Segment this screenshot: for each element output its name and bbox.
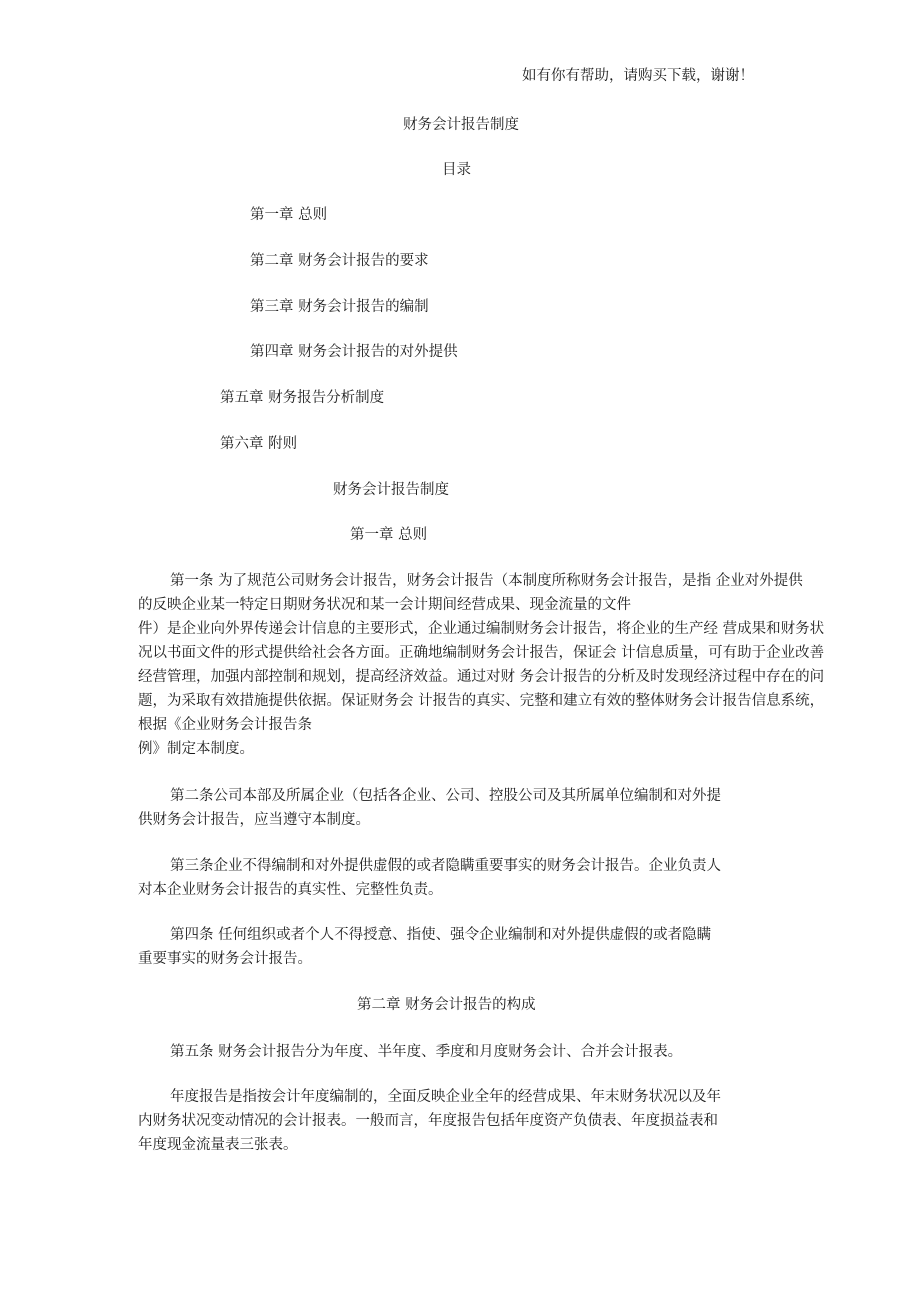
article-3-line: 对本企业财务会计报告的真实性、完整性负责。 [138,882,443,898]
article-1 [138,569,824,761]
annual-report-line: 年度现金流量表三张表。 [138,1137,298,1153]
article-1-line: 题，为采取有效措施提供依据。保证财务会 计报告的真实、完整和建立有效的整体财务会计报告信息系统， [138,693,825,709]
header-note: 如有你有帮助，请购买下载，谢谢！ [522,68,754,84]
article-1-line: 件）是企业向外界传递会计信息的主要形式，企业通过编制财务会计报告，将企业的生产经 营成果和财务状 [138,621,825,637]
article-3 [138,854,721,902]
article-1-line: 的反映企业某一特定日期财务状况和某一会计期间经营成果、现金流量的文件 [138,597,631,613]
toc-item-chapter-3[interactable]: 第三章 财务会计报告的编制 [250,299,429,315]
annual-report-line: 内财务状况变动情况的会计报表。一般而言，年度报告包括年度资产负债表、年度损益表和 [138,1113,718,1129]
annual-report-paragraph [138,1085,721,1157]
article-2-line: 第二条公司本部及所属企业（包括各企业、公司、控股公司及其所属单位编制和对外提 [170,788,721,804]
document-title: 财务会计报告制度 [403,117,519,133]
chapter-1-heading: 第一章 总则 [350,527,428,543]
toc-item-chapter-6[interactable]: 第六章 附则 [220,436,298,452]
toc-item-chapter-1[interactable]: 第一章 总则 [250,207,328,223]
toc-item-chapter-5[interactable]: 第五章 财务报告分析制度 [220,390,385,406]
body-title: 财务会计报告制度 [333,482,449,498]
chapter-2-heading: 第二章 财务会计报告的构成 [357,997,536,1013]
toc-heading: 目录 [442,162,471,178]
toc-item-chapter-2[interactable]: 第二章 财务会计报告的要求 [250,253,429,269]
article-1-line: 根据《企业财务会计报告条 [138,717,312,733]
article-2-line: 供财务会计报告，应当遵守本制度。 [138,812,370,828]
article-1-line: 例》制定本制度。 [138,741,254,757]
article-4 [138,923,711,971]
toc-item-chapter-4[interactable]: 第四章 财务会计报告的对外提供 [250,344,458,360]
article-5 [138,1040,682,1064]
article-2 [138,784,721,832]
article-1-line: 况以书面文件的形式提供给社会各方面。正确地编制财务会计报告，保证会 计信息质量，可有助于企业改善 [138,645,825,661]
article-1-line: 第一条 为了规范公司财务会计报告，财务会计报告（本制度所称财务会计报告，是指 企业对外提供 [170,573,803,589]
article-1-line: 经营管理，加强内部控制和规划，提高经济效益。通过对财 务会计报告的分析及时发现经济过程中存在的问 [138,669,825,685]
article-5-line: 第五条 财务会计报告分为年度、半年度、季度和月度财务会计、合并会计报表。 [170,1044,683,1060]
article-4-line: 重要事实的财务会计报告。 [138,951,312,967]
article-3-line: 第三条企业不得编制和对外提供虚假的或者隐瞒重要事实的财务会计报告。企业负责人 [170,858,721,874]
annual-report-line: 年度报告是指按会计年度编制的，全面反映企业全年的经营成果、年末财务状况以及年 [170,1089,721,1105]
article-4-line: 第四条 任何组织或者个人不得授意、指使、强令企业编制和对外提供虚假的或者隐瞒 [170,927,712,943]
